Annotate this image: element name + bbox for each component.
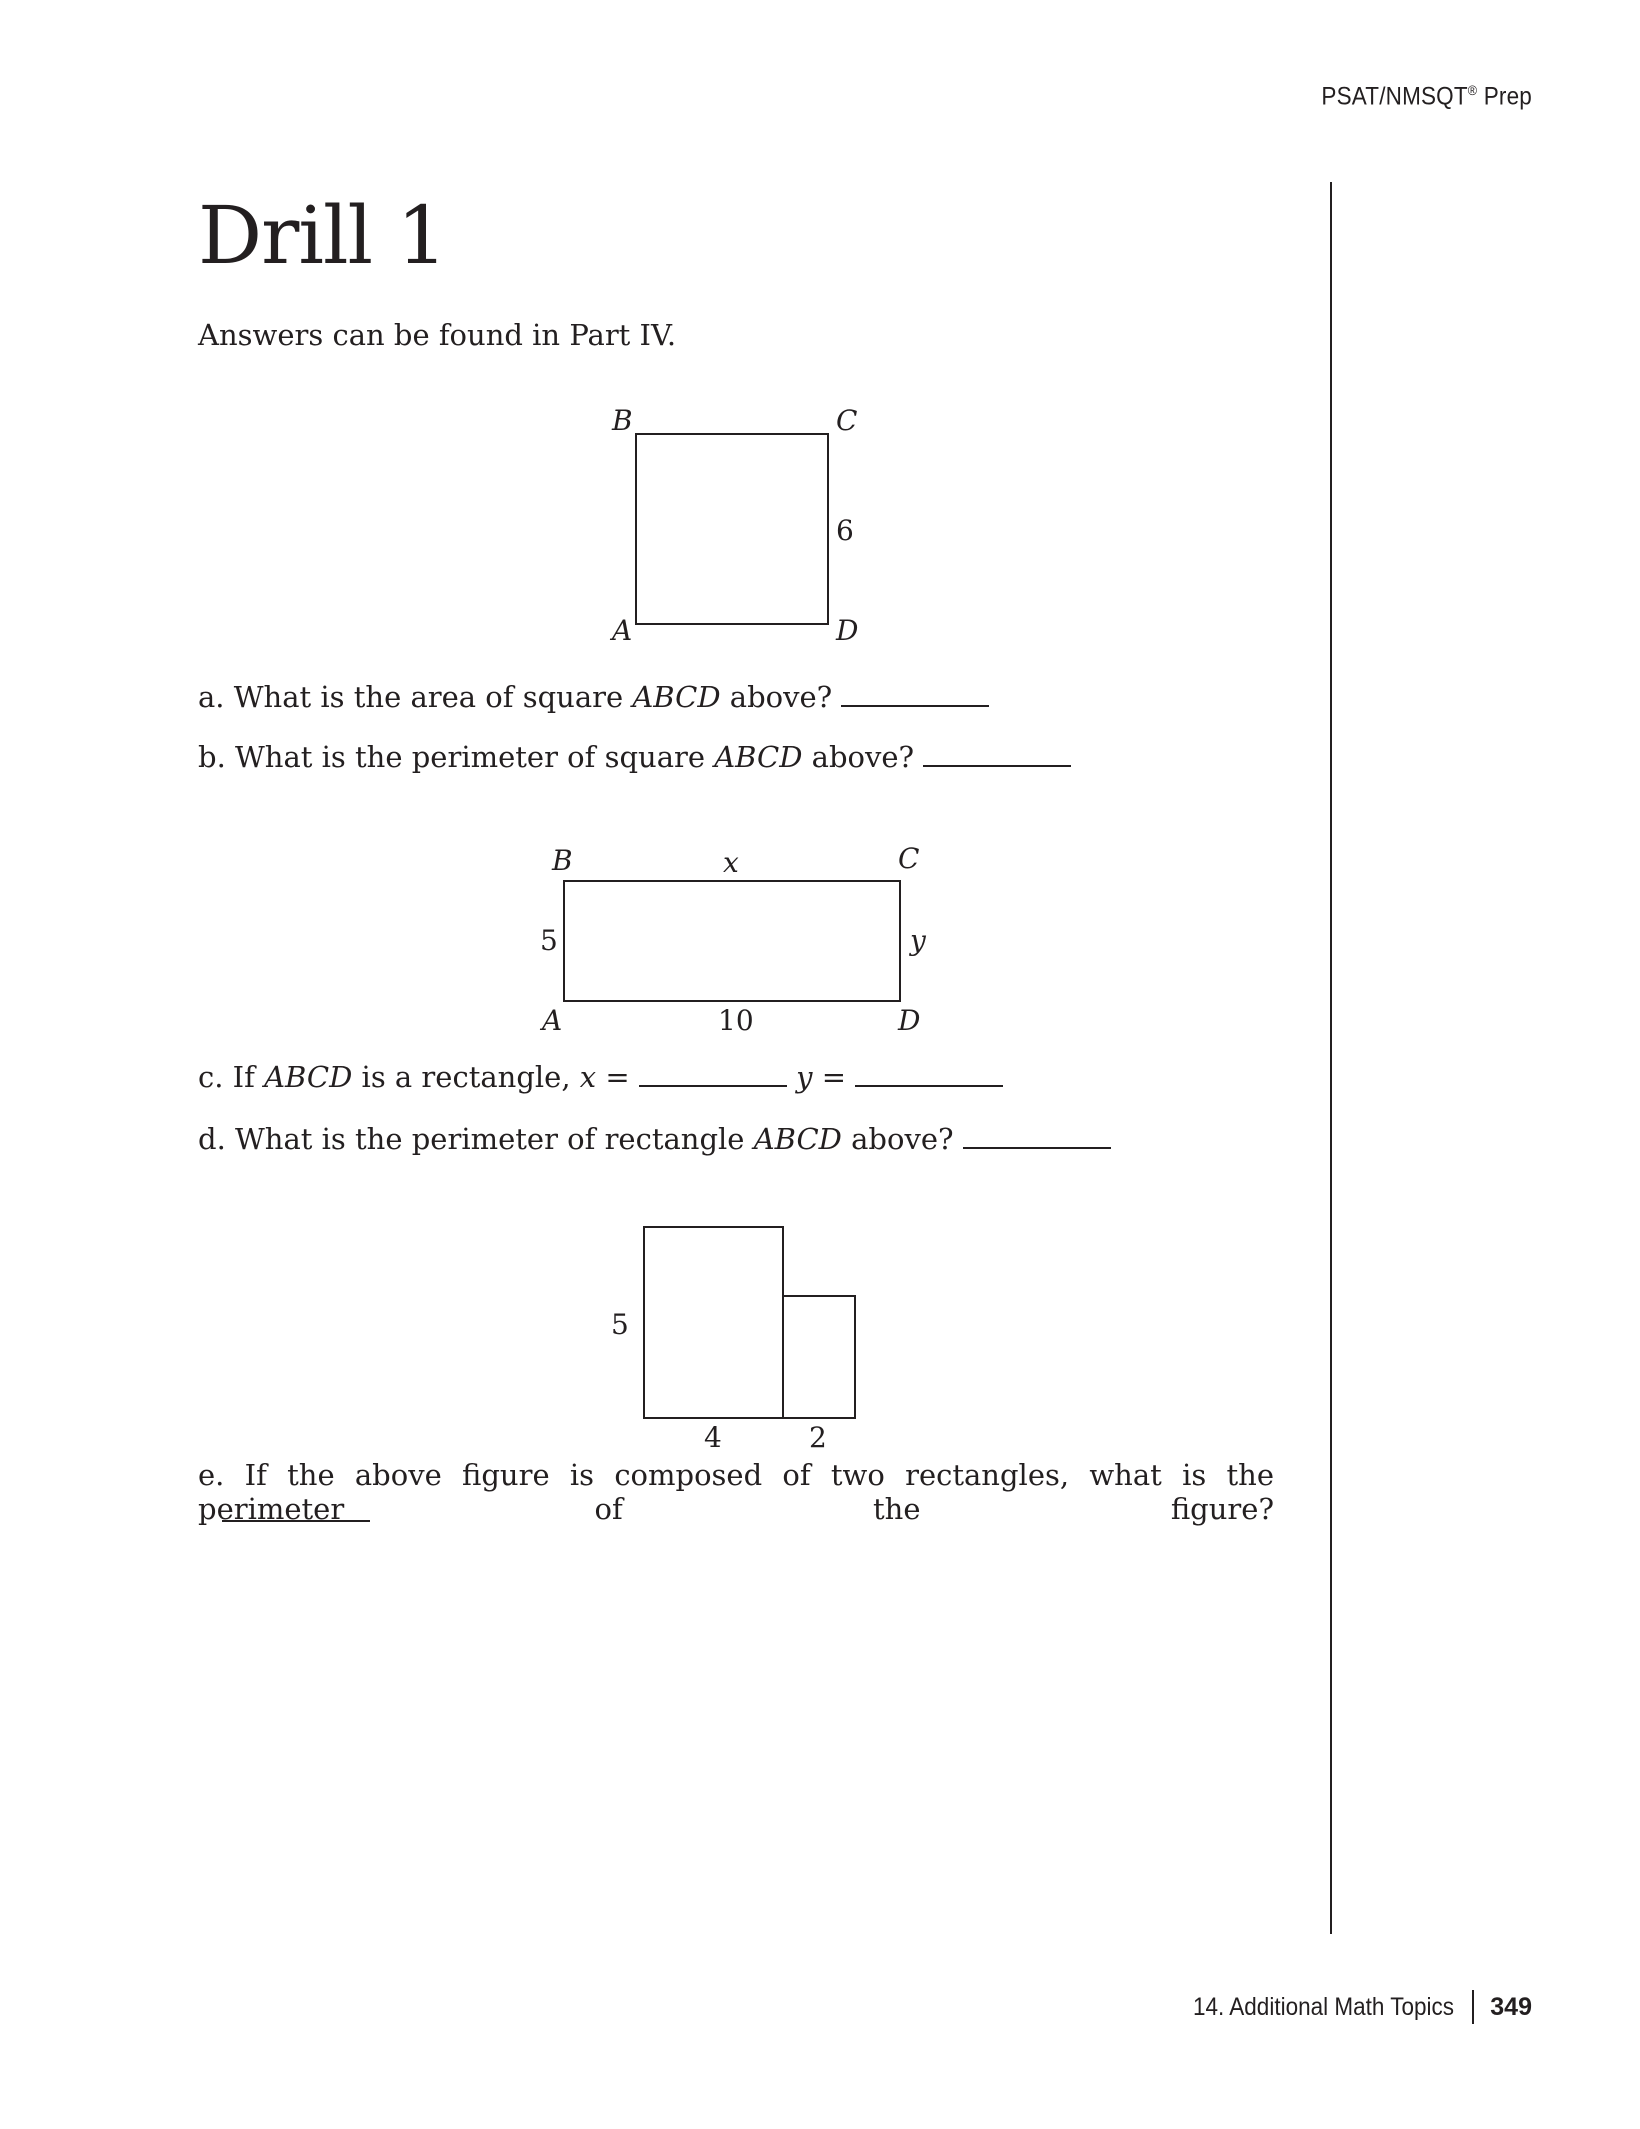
page-number: 349: [1490, 1992, 1532, 2021]
question-d: d. What is the perimeter of rectangle ABCD above?: [198, 1122, 1111, 1156]
answer-blank-b[interactable]: [923, 743, 1071, 767]
label-d2: D: [898, 1004, 921, 1037]
margin-rule: [1330, 182, 1332, 1934]
label-b: B: [612, 404, 633, 437]
tall-rectangle: [644, 1227, 783, 1418]
registered-mark: ®: [1467, 82, 1478, 98]
book-title: PSAT/NMSQT: [1321, 82, 1468, 111]
label-c2: C: [898, 842, 920, 875]
label-a: A: [612, 614, 633, 647]
question-e: e. If the above figure is composed of two rectangles, what is the perimeter of the figure?: [198, 1458, 1274, 1526]
rectangle-abcd: [564, 881, 900, 1001]
label-d: D: [836, 614, 859, 647]
question-a: a. What is the area of square ABCD above?: [198, 680, 989, 714]
chapter-label: 14. Additional Math Topics: [1193, 1992, 1455, 2021]
question-b: b. What is the perimeter of square ABCD above?: [198, 740, 1071, 774]
label-bottom-10: 10: [718, 1004, 754, 1037]
label-a2: A: [542, 1004, 563, 1037]
label-height-5: 5: [611, 1308, 629, 1341]
label-side: 6: [836, 514, 854, 547]
square-abcd: [636, 434, 828, 624]
answer-blank-x[interactable]: [639, 1063, 787, 1087]
label-width-2: 2: [809, 1421, 827, 1454]
answer-blank-y[interactable]: [855, 1063, 1003, 1087]
label-width-4: 4: [704, 1421, 722, 1454]
label-b2: B: [552, 844, 573, 877]
label-c: C: [836, 404, 858, 437]
intro-text: Answers can be found in Part IV.: [198, 318, 677, 352]
label-top-x: x: [723, 846, 739, 879]
short-rectangle: [783, 1296, 855, 1418]
page-title: Drill 1: [198, 189, 447, 282]
answer-blank-a[interactable]: [841, 683, 989, 707]
label-left-5: 5: [540, 924, 558, 957]
running-header: [1321, 82, 1532, 111]
footer-divider: [1472, 1990, 1474, 2024]
answer-blank-d[interactable]: [963, 1125, 1111, 1149]
book-suffix: Prep: [1483, 82, 1532, 111]
answer-blank-e[interactable]: [222, 1520, 370, 1522]
question-c: c. If ABCD is a rectangle, x = y =: [198, 1060, 1003, 1094]
label-right-y: y: [910, 924, 926, 957]
page-footer: [1164, 1990, 1532, 2024]
